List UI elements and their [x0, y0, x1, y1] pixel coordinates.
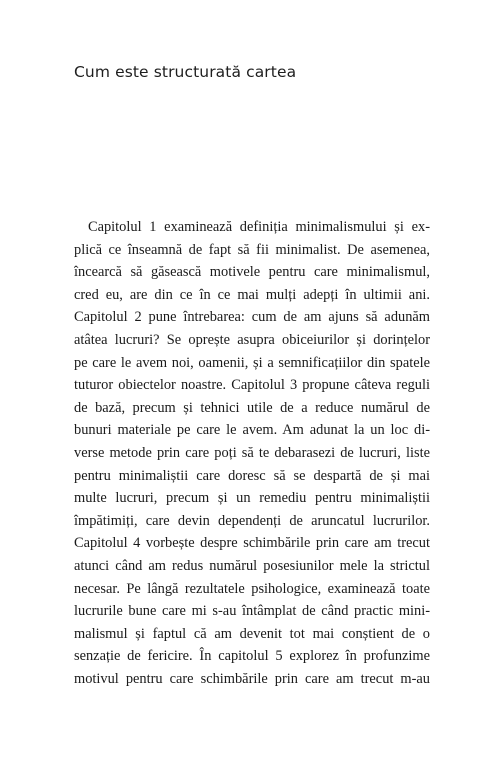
text-line: atâtea lucruri? Se oprește asupra obiceiurilor și dorințelor: [74, 331, 430, 348]
body-paragraph: [74, 216, 430, 690]
text-line: lucrurile bune care mi s-au întâmplat de când practic mini-: [74, 603, 430, 620]
text-line: atunci când am redus numărul posesiunilor mele la strictul: [74, 557, 430, 574]
text-line: multe lucruri, precum și un remediu pentru minimaliștii: [74, 490, 430, 507]
text-line: plică ce înseamnă de fapt să fii minimalist. De asemenea,: [74, 241, 430, 258]
text-line: verse metode prin care poți să te debarasezi de lucruri, liste: [74, 444, 430, 461]
chapter-heading: Cum este structurată cartea: [74, 63, 297, 81]
text-line: încearcă să găsească motivele pentru care minimalismul,: [74, 264, 430, 281]
text-line: pentru minimaliștii care doresc să se despartă de și mai: [74, 467, 430, 484]
text-line: de bază, precum și tehnici utile de a reduce numărul de: [74, 399, 430, 416]
text-line: bunuri materiale pe care le avem. Am adunat la un loc di-: [74, 422, 430, 439]
text-line: tuturor obiectelor noastre. Capitolul 3 propune câteva reguli: [74, 377, 430, 394]
text-line: cred eu, are din ce în ce mai mulți adepți în ultimii ani.: [74, 286, 430, 303]
text-line: pe care le avem noi, oamenii, și a semnificațiilor din spatele: [74, 354, 430, 371]
text-line: malismul și faptul că am devenit tot mai conștient de o: [74, 625, 430, 642]
text-line: împătimiți, care devin dependenți de aruncatul lucrurilor.: [74, 512, 430, 529]
text-line: motivul pentru care schimbările prin care am trecut m-au: [74, 670, 430, 687]
text-line: senzație de fericire. În capitolul 5 explorez în profunzime: [74, 648, 430, 665]
text-line: necesar. Pe lângă rezultatele psihologice, examinează toate: [74, 580, 430, 597]
text-line: Capitolul 1 examinează definiția minimalismului și ex-: [88, 219, 430, 235]
text-line: Capitolul 2 pune întrebarea: cum de am ajuns să adunăm: [74, 309, 430, 326]
text-line: Capitolul 4 vorbește despre schimbările prin care am trecut: [74, 535, 430, 552]
